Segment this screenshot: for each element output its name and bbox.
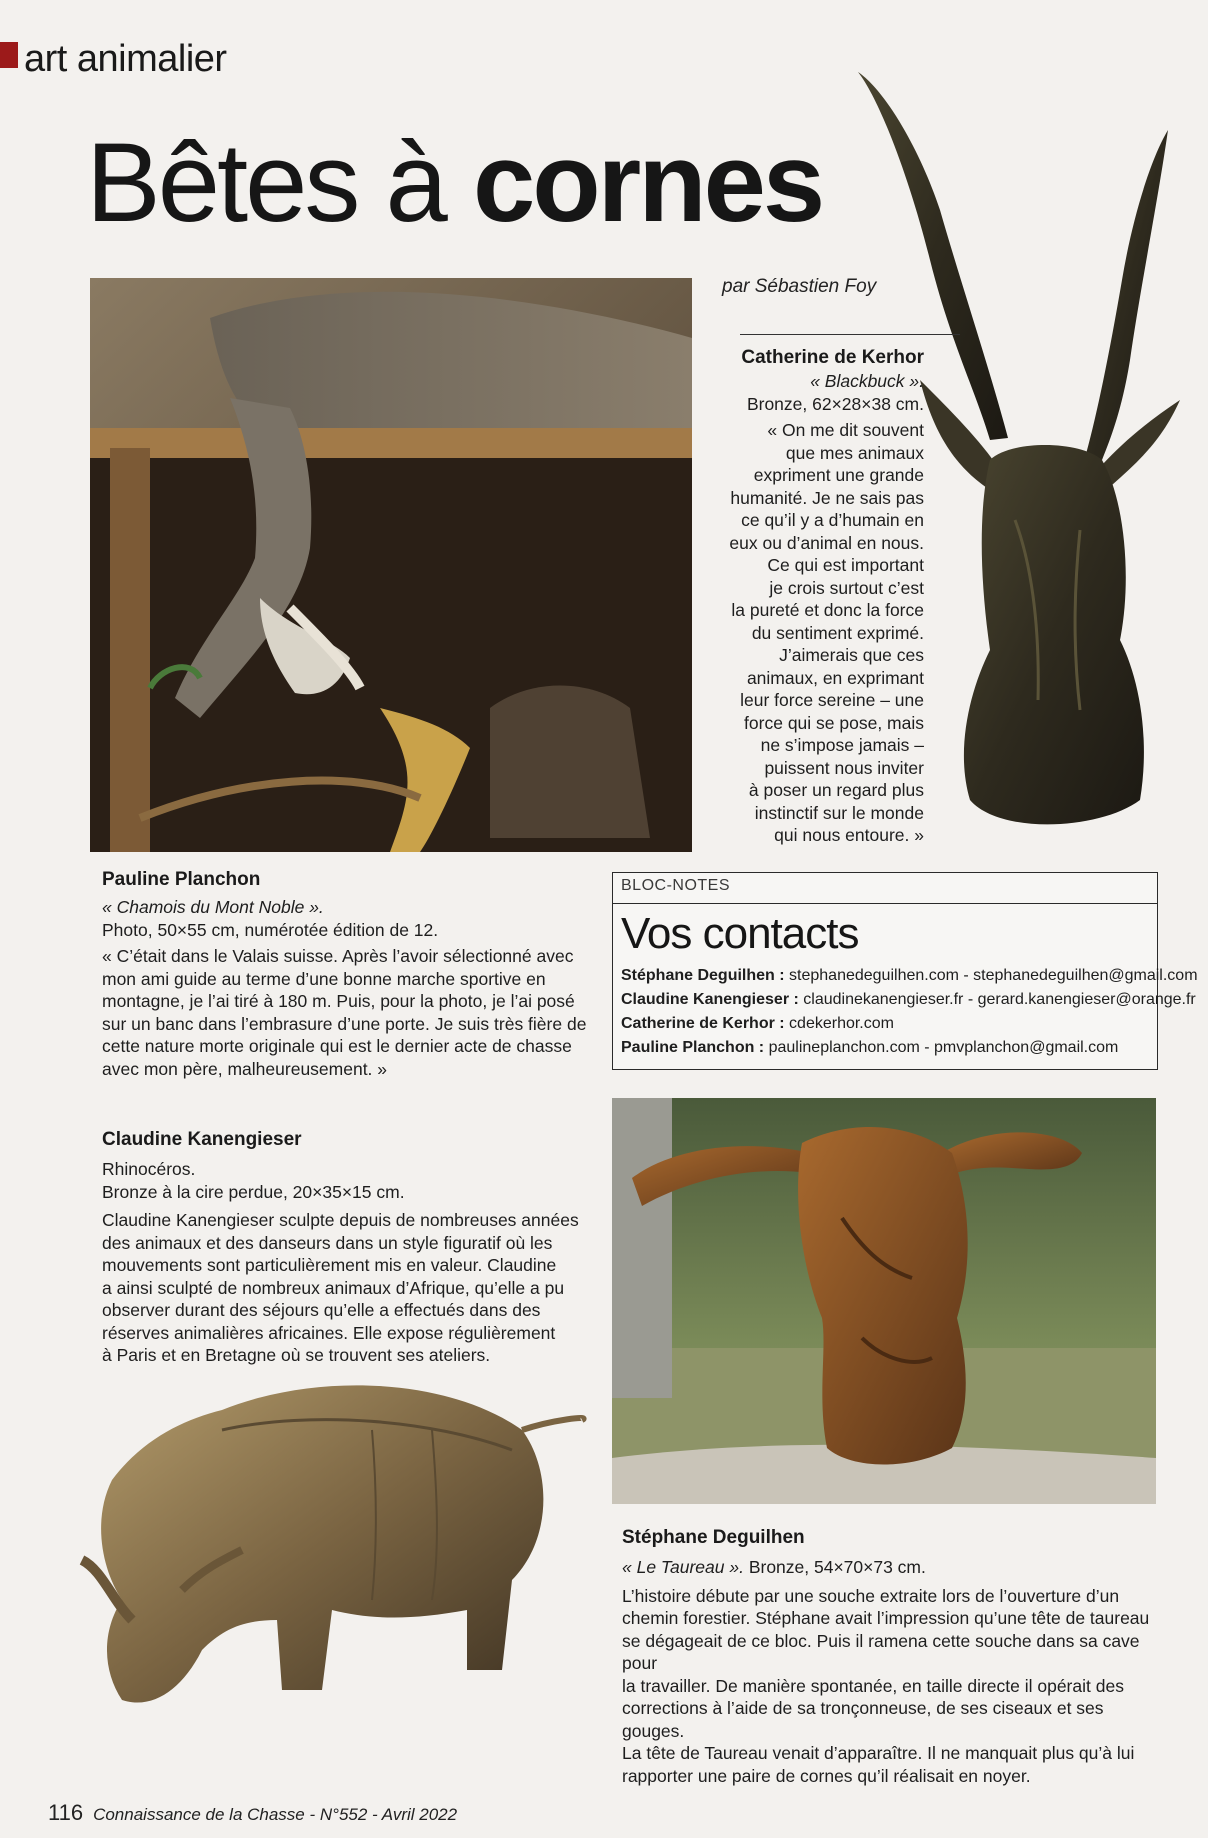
quote-line: « On me dit souvent	[767, 420, 924, 440]
quote-line: mon ami guide au terme d’une bonne marche sportive en	[102, 968, 546, 989]
kanengieser-specs: Bronze à la cire perdue, 20×35×15 cm.	[102, 1181, 405, 1202]
quote-line: je crois surtout c’est	[769, 577, 924, 598]
byline-rule	[740, 334, 960, 335]
contact-planchon	[621, 1037, 1118, 1059]
deguilhen-specs: Bronze, 54×70×73 cm.	[743, 1557, 926, 1577]
contact-name: Catherine de Kerhor :	[621, 1015, 785, 1032]
section-label: art animalier	[24, 38, 227, 80]
rhinoceros-sculpture-image	[72, 1370, 592, 1720]
quote-line: à poser un regard plus	[748, 780, 924, 800]
planchon-name: Pauline Planchon	[102, 869, 261, 890]
page-title	[86, 118, 822, 248]
text-line: Claudine Kanengieser sculpte depuis de nombreuses années	[102, 1210, 579, 1230]
bloc-divider	[613, 903, 1157, 904]
quote-line: cette nature morte originale qui est le dernier acte de chasse	[102, 1036, 572, 1056]
contact-name: Claudine Kanengieser :	[621, 991, 799, 1008]
text-line: la travailler. De manière spontanée, en taille directe il opérait des	[622, 1675, 1124, 1696]
kanengieser-name: Claudine Kanengieser	[102, 1129, 302, 1150]
quote-line: expriment une grande	[753, 465, 924, 485]
text-line: rapporter une paire de cornes qu’il réalisait en noyer.	[622, 1765, 1031, 1786]
text-line: corrections à l’aide de sa tronçonneuse, de ses ciseaux et ses gouges.	[622, 1698, 1104, 1741]
quote-line: avec mon père, malheureusement. »	[102, 1058, 388, 1079]
planchon-work-title: « Chamois du Mont Noble ».	[102, 897, 324, 917]
deguilhen-text	[622, 1585, 1162, 1788]
text-line: a ainsi sculpté de nombreux animaux d’Afrique, qu’elle a pu	[102, 1277, 565, 1298]
deguilhen-name: Stéphane Deguilhen	[622, 1527, 805, 1548]
quote-line: ne s’impose jamais –	[760, 735, 924, 755]
kerhor-caption	[700, 346, 924, 847]
contact-kanengieser	[621, 989, 1196, 1011]
quote-line: la pureté et donc la force	[731, 600, 924, 620]
kanengieser-work-title: Rhinocéros.	[102, 1159, 196, 1179]
quote-line: que mes animaux	[785, 442, 924, 463]
title-part-1: Bêtes à	[86, 120, 445, 245]
contact-deguilhen	[621, 965, 1198, 987]
kerhor-name: Catherine de Kerhor	[741, 347, 924, 368]
planchon-caption	[102, 868, 602, 1080]
quote-line: Ce qui est important	[767, 555, 924, 575]
text-line: observer durant des séjours qu’elle a effectués dans des	[102, 1300, 541, 1320]
text-line: réserves animalières africaines. Elle expose régulièrement	[102, 1322, 556, 1343]
kerhor-specs: Bronze, 62×28×38 cm.	[746, 393, 924, 414]
text-line: L’histoire débute par une souche extraite lors de l’ouverture d’un	[622, 1585, 1120, 1606]
text-line: se dégageait de ce bloc. Puis il ramena cette souche dans sa cave pour	[622, 1630, 1140, 1673]
quote-line: instinctif sur le monde	[754, 802, 924, 823]
deguilhen-caption	[622, 1526, 1162, 1787]
quote-line: humanité. Je ne sais pas	[730, 487, 924, 508]
quote-line: du sentiment exprimé.	[751, 622, 924, 643]
quote-line: montagne, je l’ai tiré à 180 m. Puis, pour la photo, je l’ai posé	[102, 991, 575, 1011]
magazine-info: Connaissance de la Chasse - N°552 - Avril 2022	[93, 1805, 458, 1824]
planchon-specs: Photo, 50×55 cm, numérotée édition de 12.	[102, 919, 439, 940]
planchon-quote	[102, 945, 602, 1080]
quote-line: sur un banc dans l’embrasure d’une porte. Je suis très fière de	[102, 1013, 587, 1034]
quote-line: qui nous entoure. »	[774, 825, 924, 845]
byline: par Sébastien Foy	[722, 276, 877, 297]
quote-line: J’aimerais que ces	[779, 645, 924, 665]
contact-name: Pauline Planchon :	[621, 1039, 765, 1056]
quote-line: eux ou d’animal en nous.	[729, 532, 924, 553]
page-number: 116	[48, 1800, 84, 1825]
quote-line: force qui se pose, mais	[744, 712, 924, 733]
contact-info: claudinekanengieser.fr - gerard.kanengieser@orange.fr	[798, 991, 1196, 1008]
quote-line: « C’était dans le Valais suisse. Après l’avoir sélectionné avec	[102, 946, 574, 966]
deguilhen-work-title: « Le Taureau ».	[622, 1557, 744, 1577]
contact-info: cdekerhor.com	[784, 1015, 894, 1032]
contact-info: paulineplanchon.com - pmvplanchon@gmail.com	[764, 1039, 1119, 1056]
quote-line: ce qu’il y a d’humain en	[741, 510, 924, 530]
kanengieser-caption	[102, 1128, 582, 1367]
quote-line: puissent nous inviter	[764, 757, 924, 778]
text-line: des animaux et des danseurs dans un style figuratif où les	[102, 1232, 553, 1253]
text-line: mouvements sont particulièrement mis en valeur. Claudine	[102, 1255, 557, 1275]
contact-kerhor	[621, 1013, 894, 1035]
contacts-title: Vos contacts	[621, 909, 859, 958]
contact-name: Stéphane Deguilhen :	[621, 967, 785, 984]
text-line: La tête de Taureau venait d’apparaître. Il ne manquait plus qu’à lui	[622, 1743, 1135, 1763]
kanengieser-text	[102, 1209, 582, 1367]
kerhor-work-title: « Blackbuck ».	[810, 371, 924, 391]
deguilhen-work	[622, 1556, 1162, 1579]
text-line: chemin forestier. Stéphane avait l’impression qu’une tête de taureau	[622, 1608, 1150, 1628]
quote-line: leur force sereine – une	[740, 690, 924, 710]
taureau-sculpture-photo	[612, 1098, 1156, 1504]
title-part-2: cornes	[472, 120, 823, 245]
contact-info: stephanedeguilhen.com - stephanedeguilhen@gmail.com	[784, 967, 1198, 984]
chamois-photo	[90, 278, 692, 852]
bloc-notes-tag: BLOC-NOTES	[621, 877, 731, 894]
section-marker	[0, 42, 18, 68]
contacts-box	[612, 872, 1198, 1070]
quote-line: animaux, en exprimant	[746, 667, 924, 688]
text-line: à Paris et en Bretagne où se trouvent ses ateliers.	[102, 1345, 491, 1365]
kerhor-quote	[700, 419, 924, 847]
page-footer	[48, 1800, 457, 1826]
